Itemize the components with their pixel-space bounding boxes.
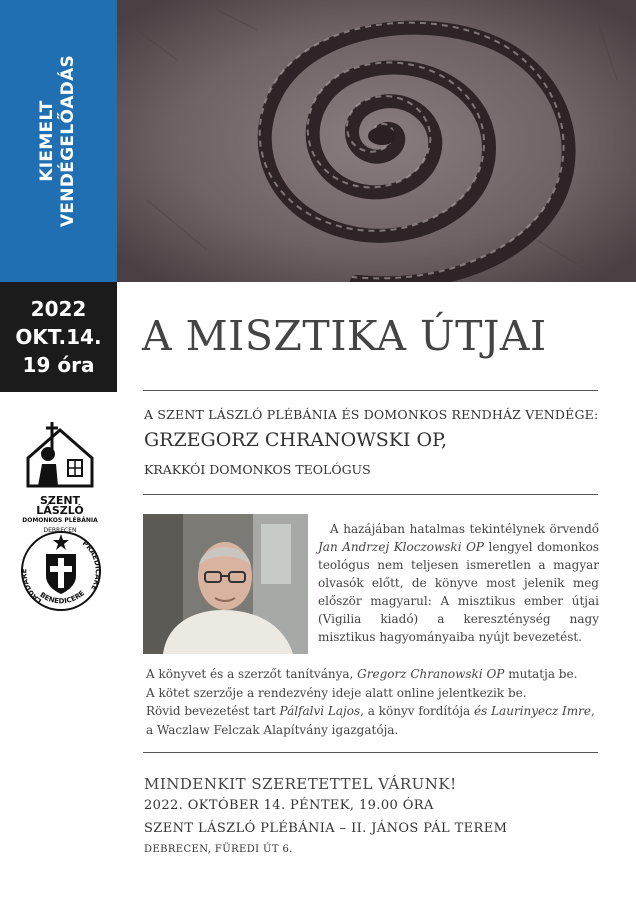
desc-text: mutatja be. <box>504 667 578 681</box>
event-address: DEBRECEN, FÜREDI ÚT 6. <box>144 844 293 855</box>
book-bio <box>318 520 599 646</box>
date-day: OKT.14. <box>15 325 102 349</box>
side-band-line1: KIEMELT <box>37 100 57 182</box>
divider <box>143 494 598 495</box>
event-venue: SZENT LÁSZLÓ PLÉBÁNIA – II. JÁNOS PÁL TEREM <box>144 821 508 836</box>
desc-text: A könyvet és a szerzőt tanítványa, <box>146 667 358 681</box>
parish-logo-sub2: DEBRECEN <box>43 527 77 534</box>
desc-foundation: a Waczlaw Felczak Alapítvány igazgatója. <box>146 722 399 737</box>
side-band <box>0 0 117 282</box>
side-band-text <box>37 55 79 227</box>
dominican-seal <box>20 530 102 612</box>
bio-text-1: A hazájában hatalmas tekintélynek örvendő <box>330 522 599 536</box>
church-icon <box>20 420 100 490</box>
svg-text:LAUDARE <box>20 568 43 605</box>
date-time: 19 óra <box>22 353 95 377</box>
bio-text-2: lengyel domonkos teológus nem teljesen ismeretlen a magyar olvasók előtt, de könyve most jelenik meg először magyarul: A misztikus ember útjai (Vigilia kiadó) a kereszténység nagy misztikus hagyományaiba nyújt bevezetést. <box>318 540 599 644</box>
parish-logo <box>20 420 100 534</box>
speaker-portrait <box>143 514 308 654</box>
desc-translator: Pálfalvi Lajos <box>279 704 361 718</box>
desc-director: és Laurinyecz Imre <box>474 704 591 718</box>
seal-text-bottom: BENEDICERE <box>38 589 87 606</box>
speaker-role: KRAKKÓI DOMONKOS TEOLÓGUS <box>144 462 371 477</box>
divider <box>143 390 598 391</box>
desc-text: , <box>590 704 595 718</box>
bio-author: Jan Andrzej Kloczowski OP <box>318 540 484 554</box>
desc-online-note: A kötet szerzője a rendezvény ideje alatt online jelentkezik be. <box>146 685 527 700</box>
seal-text-right: PRAEDICARE <box>80 539 102 592</box>
parish-logo-name: SZENT LÁSZLÓ <box>36 494 84 517</box>
event-title: A MISZTIKA ÚTJAI <box>142 312 547 360</box>
speaker-name: GRZEGORZ CHRANOWSKI OP, <box>144 429 448 451</box>
parish-logo-sub1: DOMONKOS PLÉBÁNIA <box>22 517 98 524</box>
spiral-photo <box>117 0 636 282</box>
svg-text:PRAEDICARE <box>81 539 102 591</box>
seal-text-left: LAUDARE <box>20 568 44 605</box>
host-line: A SZENT LÁSZLÓ PLÉBÁNIA ÉS DOMONKOS RENDHÁZ VENDÉGE: <box>144 407 599 422</box>
divider <box>143 752 598 753</box>
desc-text: , a könyv fordítója <box>360 704 475 718</box>
desc-text: Rövid bevezetést tart <box>146 704 280 718</box>
date-year: 2022 <box>30 297 87 321</box>
date-block <box>0 282 117 392</box>
event-datetime: 2022. OKTÓBER 14. PÉNTEK, 19.00 ÓRA <box>144 798 434 813</box>
desc-presenter: Gregorz Chranowski OP <box>357 667 505 681</box>
event-description <box>146 665 606 739</box>
welcome-text: MINDENKIT SZERETETTEL VÁRUNK! <box>144 775 457 793</box>
side-band-line2: VENDÉGELŐADÁS <box>58 54 78 228</box>
